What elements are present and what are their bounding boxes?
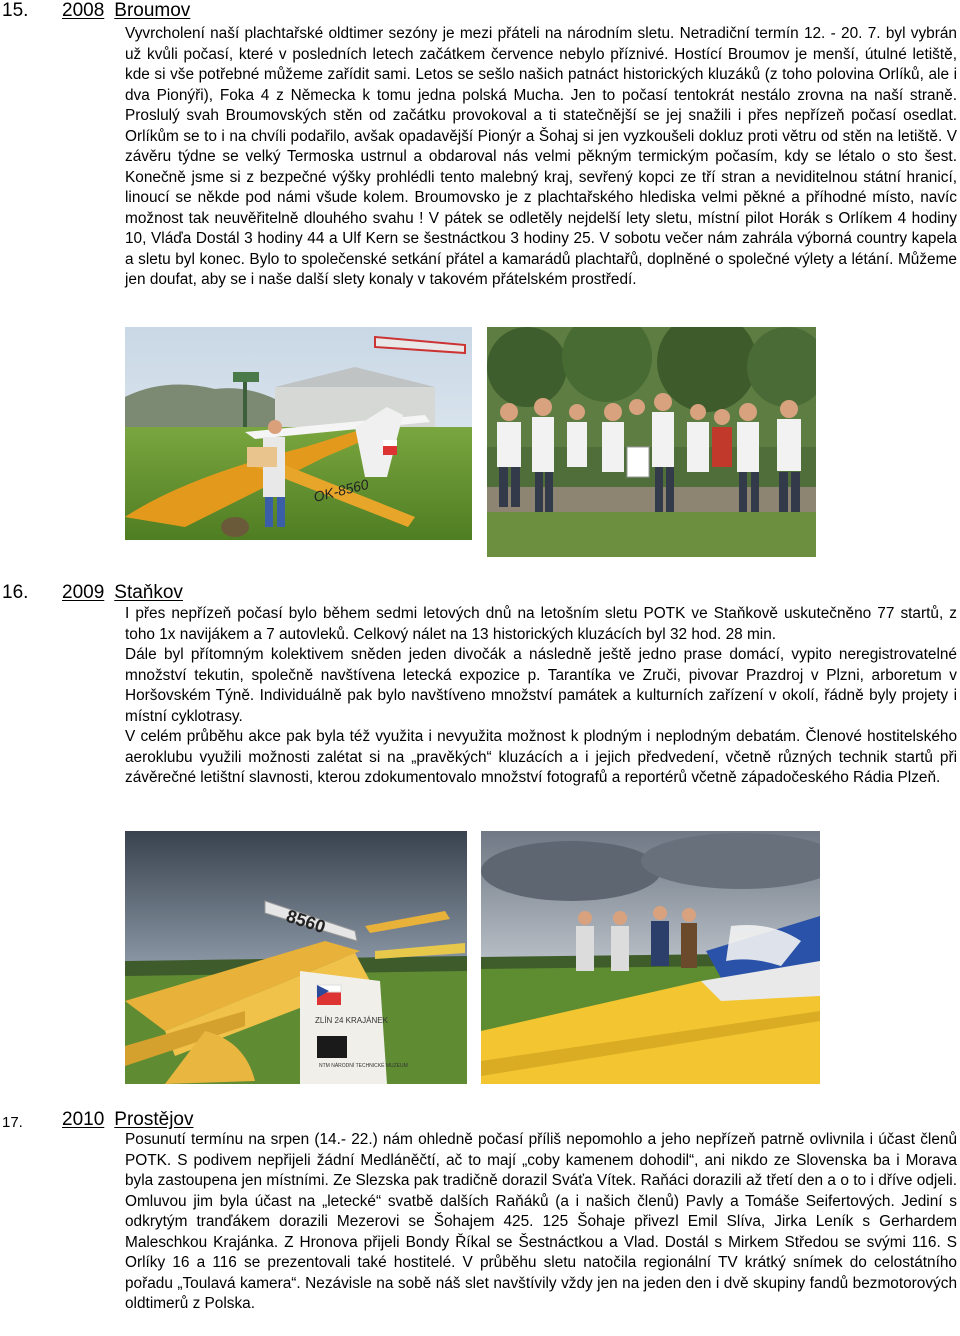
paragraph: Posunutí termínu na srpen (14.- 22.) nám ohledně počasí příliš nepomohlo a jeho nepřízeň patrně ovlivnila i účast členů POTK. S podivem nepřijeli žádní Medláněčtí, ač to mají „coby kamenem dohodil“, ani nikdo ze Slovenska ba i Morava byla zastoupena jen místními. Ze Slezska pak tradičně dorazil Sváťa Vítek. Raňáci dorazili až třetí den a o to i dříve odjeli. Omluvou jim byla účast na „letecké“ svatbě dalších Raňáků (a i našich členů) Pavly a Tomáše Seifertových. Jediní s odkrytým tranďákem dorazili Mezerovi se Šohajem 425. 125 Šohaje přivezl Emil Slíva, Jirka Leník s Gerhardem Maleschkou Krajánka. Z Hronova přijeli Bondy Říkal se Šestnáctkou a Vlad. Dostál s Mirkem Středou se svými 116. S Orlíky 16 a 116 se prezentovali také hostitelé. V průběhu sletu natočila regionální TV krátký snímek do celostátního pořadu „Toulavá kamera“. Nezávisle na sobě náš slet navštívily vždy jen na jeden den i dvě skupiny fandů bezmotorových oldtimerů z Polska. <box>125 1131 957 1312</box>
section-year: 2009 <box>62 582 105 603</box>
museum-logo-text: NTM NÁRODNÍ TECHNICKÉ MUZEUM <box>319 1063 408 1069</box>
section-number: 16. <box>2 582 29 603</box>
section-body <box>125 604 957 789</box>
section-title <box>62 1109 193 1131</box>
photo-parked-gliders <box>125 831 467 1084</box>
section-2009 <box>0 582 960 786</box>
section-2010 <box>0 1109 960 1312</box>
section-title <box>62 582 183 604</box>
section-place: Broumov <box>114 0 191 21</box>
section-heading <box>0 582 960 606</box>
section-number: 17. <box>2 1114 23 1131</box>
section-2008 <box>0 0 960 288</box>
paragraph: Vyvrcholení naší plachtařské oldtimer sezóny je mezi přáteli na národním sletu. Netradiční termín 12. - 20. 7. byl vybrán už kvůli počasí, které v posledních letech začátkem července nebylo příznivé. Hostící Broumov je menší, útulné letiště, kde si vše potřebné můžeme zařídit sami. Letos se sešlo našich patnáct historických kluzáků (z toho polovina Orlíků, ale i dva Pionýři), Foka 4 z Německa k tomu jedna polská Mucha. Jen to počasí tentokrát nestálo zrovna na naší straně. Proslulý svah Broumovských stěn od začátku provokoval a ti statečnější se jej snažili i přes nepřízeň počasí osedlat. Orlíkům se to i na chvíli podařilo, avšak opadavější Pionýr a Šohaj si jen vyzkoušeli dokluz proti větru od stěn na letiště. V závěru týdne se velký Termoska ustrnul a obdaroval nás velmi pěkným termickým počasím, kdy se létalo o sto šest. Konečně jsme si z bezpečné výšky prohlédli tento malebný kraj, sevřený kopci ze tří stran a neviditelnou státní hranicí, linoucí se někde pod námi všude kolem. Broumovsko je z plachtařského hlediska velmi pěkné a příhodné místo, navíc možnost tak neuvěřitelně dlouhého svahu ! V pátek se odletěly nejdelší lety sletu, místní pilot Horák s Orlíkem 4 hodiny 10, Vláďa Dostál 3 hodiny 44 a Ulf Kern se šestnáctkou 3 hodiny 25. V sobotu večer nám zahrála výborná country kapela a sletu byl konec. Bylo to společenské setkání přátel a kamarádů plachtařů, doplněné o společné výlety a létání. Můžeme jen doufat, aby se i naše další slety konaly v takovém přátelském prostředí. <box>125 25 957 288</box>
photo-blue-wing-glider <box>481 831 820 1084</box>
paragraph: Dále byl přítomným kolektivem sněden jeden divočák a následně ještě jedno prase domácí, vypito neregistrovatelné množství tekutin, společně navštívena letecká expozice p. Tarantíka ve Zruči, pivovar Prazdroj v Plzni, arboretum v Horšovském Týně. Individuálně pak bylo navštíveno množství památek a kulturních zařízení v okolí, řádně byly projety i místní cyklotrasy. <box>125 646 957 725</box>
section-title <box>62 0 190 22</box>
section-body <box>125 24 957 291</box>
glider-registration: OK-8560 <box>311 475 371 505</box>
section-year: 2010 <box>62 1109 105 1130</box>
section-heading <box>0 0 960 24</box>
section-body <box>125 1130 957 1315</box>
section-year: 2008 <box>62 0 105 21</box>
photo-orange-glider <box>125 327 472 540</box>
section-number: 15. <box>2 0 29 21</box>
section-place: Staňkov <box>114 582 183 603</box>
photo-group-pilots <box>487 327 816 557</box>
tail-text: ZLÍN 24 KRAJÁNEK <box>315 1016 388 1025</box>
section-place: Prostějov <box>114 1109 194 1130</box>
paragraph: V celém průběhu akce pak byla též využita i nevyužita možnost k plodným i neplodným debatám. Členové hostitelského aeroklubu využili možnosti zalétat si na „pravěkých“ kluzácích a i jejich předvedení, včetně různých technik startů při závěrečné letištní slavnosti, kterou zdokumentovalo množství fotografů a reportérů včetně západočeského Rádia Plzeň. <box>125 728 957 786</box>
paragraph: I přes nepřízeň počasí bylo během sedmi letových dnů na letošním sletu POTK ve Staňkově uskutečněno 77 startů, z toho 1x navijákem a 7 autovleků. Celkový nálet na 13 historických kluzácích byl 32 hod. 28 min. <box>125 605 957 643</box>
wing-registration: 8560 <box>283 905 329 938</box>
